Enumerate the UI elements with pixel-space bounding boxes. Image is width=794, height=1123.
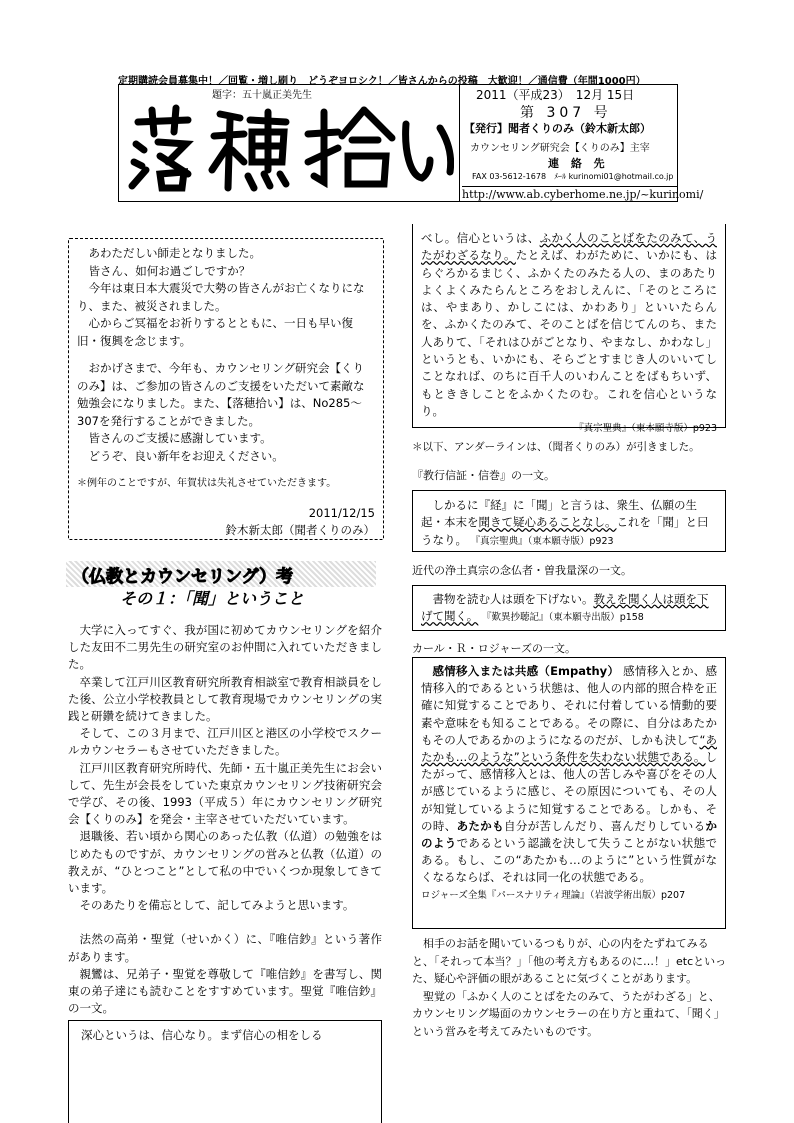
quote-text: これを「聞」と曰うなり。 [421, 515, 709, 547]
quote-text: たとえば、わがために、いかにも、はらぐろかるまじく、ふかくたのみたる人の、まのあたりよくよくみたらんところをおしえんに、「そのところには、やまあり、かしこには、かわあり」といいたらんを、ふかくたのみて、そのことばを信じてんのち、また人ありて、「それはひがごとなり、やまなし、かわなし」というとも、いかにも、そらごとすまじき人のいいてしことなれば、のちに百千人のいわんことをばもちいず、もとききしことをふかくたのむ。これを信心というなり。 [421, 248, 718, 418]
contact-heading: 連 絡 先 [548, 157, 609, 170]
quote-bold: かのよう [421, 818, 718, 851]
quote-text: 深心というは、信心なり。まず信心の相をしる [81, 1028, 323, 1042]
quote-box-rogers [412, 657, 726, 929]
calligraphy-credit: 題字：五十嵐正美先生 [212, 90, 312, 101]
greeting-signature: 鈴木新太郎（聞者くりのみ） [225, 523, 375, 537]
body-paragraph: 退職後、若い頃から関心のあった仏教（仏道）の勉強をはじめたものですが、カウンセリングの営みと仏教（仏道）の教えが、“ひとつこと”として私の中でいくつか現象してきています。 [68, 829, 382, 896]
body-paragraph: 相手のお話を聞いているつもりが、心の内をたずねてみると、「それって本当？」「他の考え方もあるのに…！」etcといった、疑心や評価の眼があることに気づくことがあります。 [412, 937, 727, 985]
quote-text: 自分が苦しんだり、喜んだりしている [503, 818, 706, 833]
greeting-line: おかげさまで、今年も、カウンセリング研究会【くりのみ】は、ご参加の皆さんのご支援をいただいて素敵な勉強会になりました。また、【落穂拾い】は、No285～307を発行することができました。 [77, 361, 365, 428]
source-label: カール・Ｒ・ロジャーズの一文。 [412, 642, 577, 655]
quote-underlined: 聞きて疑心あることなし。 [478, 515, 617, 530]
website-url[interactable]: http://www.ab.cyberhome.ne.jp/~kurinomi/ [462, 188, 704, 201]
quote-text: したがって、感情移入とは、他人の苦しみや喜びをその人が感じているように感じ、その原因についても、その人が知覚しているように知覚することである。しかも、その時、 [421, 750, 717, 833]
quote-underlined: 教えを聞く人は頭を下げて聞く。 [421, 592, 709, 624]
body-paragraph: 法然の高弟・聖覚（せいかく）に、『唯信鈔』という著作があります。 [68, 932, 382, 964]
quote-underlined: ふかく人のことばをたのみて、うたがわざるなり。 [421, 231, 717, 263]
issue-date: 2011（平成23） 12月 15日 [476, 88, 635, 102]
organization: カウンセリング研究会【くりのみ】主宰 [470, 143, 650, 154]
body-paragraph: そして、この３月まで、江戸川区と港区の小学校でスクールカウンセラーもさせていただきました。 [68, 726, 382, 758]
greeting-line: 皆さんのご支援に感謝しています。 [88, 431, 272, 445]
source-label: 近代の浄土真宗の念仏者・曽我量深の一文。 [412, 564, 632, 577]
greeting-line: 今年は東日本大震災で大勢の皆さんがお亡くなりになり、また、被災されました。 [77, 281, 365, 313]
quote-bold: あたかも [456, 818, 504, 833]
quote-citation: 『真宗聖典』（東本願寺版）p923 [574, 423, 717, 435]
quote-box-kyogyoshinsho [412, 490, 726, 552]
masthead-logo [124, 100, 454, 196]
greeting-line: 皆さん、如何お過ごしですか？ [88, 263, 251, 278]
greeting-date: 2011/12/15 [308, 505, 375, 520]
article-subtitle: その１：「聞」ということ [120, 589, 305, 608]
quote-heading: 感情移入または共感（Empathy） [432, 664, 620, 678]
quote-citation: 『真宗聖典』（東本願寺版）p923 [470, 535, 614, 547]
underline-note: ＊以下、アンダーラインは、（聞者くりのみ）が引きました。 [412, 441, 700, 453]
body-paragraph: そのあたりを備忘として、記してみようと思います。 [79, 898, 355, 913]
body-paragraph: 卒業して江戸川区教育研究所教育相談室で教育相談員をした後、公立小学校教員として教育現場でカウンセリングの実践と研鑽を続けてきました。 [68, 674, 382, 724]
article-banner: （仏教とカウンセリング）考 [72, 567, 294, 587]
body-paragraph: 親鸞は、兄弟子・聖覚を尊敬して『唯信鈔』を書写し、関東の弟子達にも読むことをすすめています。聖覚『唯信鈔』の一文。 [68, 966, 382, 1016]
greeting-box [68, 238, 384, 540]
article-body-right [412, 935, 728, 1040]
body-paragraph: 聖覚の「ふかく人のことばをたのみて、うたがわざる」と、カウンセリング場面のカウンセラーの在り方と重ねて、「聞く」という営みを考えてみたいものです。 [412, 989, 725, 1038]
greeting-note: ＊例年のことですが、年賀状は失礼させていただきます。 [77, 478, 337, 489]
quote-text: 書物を読む人は頭を下げない。 [432, 592, 594, 606]
quote-box-yuishinsho [412, 224, 726, 435]
quote-text: しかるに『経』に「聞」と言うは、衆生、仏願の生起・本末を [421, 498, 697, 530]
quote-underlined: “あたかも…のような”という条件を失わない状態である。 [421, 732, 717, 765]
quote-text: べし。信心というは、 [421, 231, 540, 245]
publisher: 【発行】聞者くりのみ（鈴木新太郎） [464, 122, 651, 135]
quote-citation: ロジャーズ全集『パースナリティ理論』（岩波学術出版）p207 [421, 889, 686, 901]
quote-text: であるという認識を決して失うことがない状態である。もし、この“あたかも…のように”という性質がなくなるならば、それは同一化の状態である。 [421, 836, 717, 885]
article-body-left [68, 622, 382, 1017]
greeting-line: あわただしい師走となりました。 [88, 246, 261, 260]
body-paragraph: 江戸川区教育研究所時代、先師・五十嵐正美先生にお会いして、先生が会長をしていた東京カウンセリング技術研究会で学び、その後、1993（平成５）年にカウンセリング研究会【くりのみ】を発会・主宰させていただいています。 [68, 760, 382, 827]
quote-text: 感情移入とか、感情移入的であるという状態は、他人の内部的照合枠を正確に知覚することであり、それに付着している情動的要素や意味をも知ることである。その際に、自分はあたかもその人であるかのようになるのだが、しかも決して [421, 664, 718, 747]
body-paragraph: 大学に入ってすぐ、我が国に初めてカウンセリングを紹介した友田不二男先生の研究室のお仲間に入れていただきました。 [68, 623, 382, 672]
fax-email: FAX 03-5612-1678 ﾒｰﾙ kurinomi01@hotmail.co.jp [472, 172, 674, 181]
quote-box-soga [412, 585, 726, 631]
subscription-banner: 定期購読会員募集中！／回覧・増し刷り どうぞヨロシク！／皆さんからの投稿 大歓迎！／通信費（年間1000円） [118, 76, 646, 87]
greeting-line: 心からご冥福をお祈りするとともに、一日も早い復旧・復興を念じます。 [77, 316, 353, 348]
greeting-line: どうぞ、良い新年をお迎えください。 [88, 448, 284, 463]
issue-number: 第 307 号 [520, 105, 612, 121]
source-label: 『教行信証・信巻』の一文。 [412, 469, 555, 482]
quote-citation: 『歎異抄聴記』（東本願寺出版）p158 [481, 612, 644, 624]
quote-box-yuishinsho-start [68, 1020, 382, 1123]
